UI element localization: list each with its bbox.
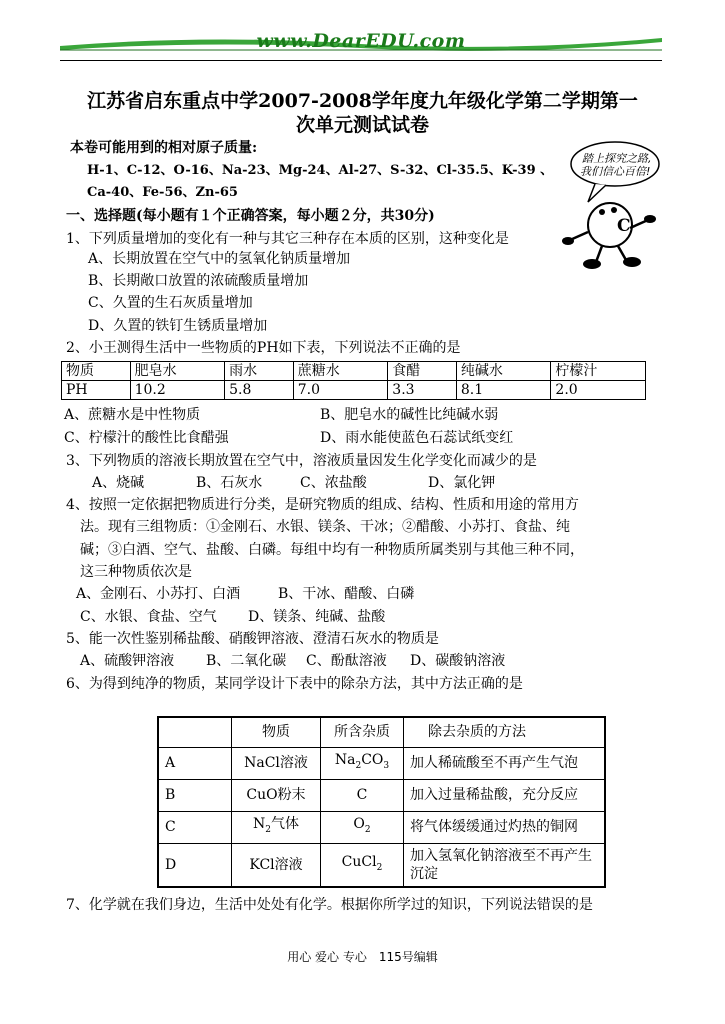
header-rule <box>60 60 662 61</box>
q3-option-c: C、浓盐酸 <box>300 475 367 491</box>
q2-option-d: D、雨水能使蓝色石蕊试纸变红 <box>320 430 514 446</box>
table-cell: 8.1 <box>456 381 551 400</box>
table-cell: 纯碱水 <box>456 362 551 381</box>
impurity-table <box>157 716 606 888</box>
q2-stem: 2、小王测得生活中一些物质的PH如下表，下列说法不正确的是 <box>66 340 461 356</box>
table-cell: $O_2$ <box>321 811 404 843</box>
table-cell: 蔗糖水 <box>293 362 388 381</box>
table-cell: 将气体缓缓通过灼热的铜网 <box>404 811 606 843</box>
q2-option-b: B、肥皂水的碱性比纯碱水弱 <box>320 407 499 423</box>
q3-option-d: D、氯化钾 <box>428 475 496 491</box>
mascot-speech-line2: 我们信心百倍! <box>580 165 651 178</box>
atomic-heading: 本卷可能用到的相对原子质量: <box>70 140 258 156</box>
page-title-line2: 次单元测试试卷 <box>295 114 429 136</box>
q2-option-c: C、柠檬汁的酸性比食醋强 <box>64 430 229 446</box>
q3-stem: 3、下列物质的溶液长期放置在空气中，溶液质量因发生化学变化而减少的是 <box>66 453 537 469</box>
q4-option-a: A、金刚石、小苏打、白酒 <box>76 586 241 602</box>
table-cell: 加入过量稀盐酸，充分反应 <box>404 779 606 811</box>
q1-option-d: D、久置的铁钉生锈质量增加 <box>88 318 268 334</box>
table-cell: 2.0 <box>551 381 646 400</box>
q4-option-c: C、水银、食盐、空气 <box>80 609 217 625</box>
q1-option-b: B、长期敞口放置的浓硫酸质量增加 <box>88 273 309 289</box>
table-cell: 食醋 <box>388 362 457 381</box>
table-row <box>158 779 605 811</box>
q3-option-b: B、石灰水 <box>196 475 263 491</box>
table-cell: 肥皂水 <box>130 362 225 381</box>
q5-option-a: A、硫酸钾溶液 <box>80 653 175 669</box>
q1-option-c: C、久置的生石灰质量增加 <box>88 295 253 311</box>
table-row <box>158 843 605 887</box>
table-cell: 5.8 <box>225 381 294 400</box>
q4-line4: 这三种物质依次是 <box>80 564 192 580</box>
mascot-speech-line1: 踏上探究之路, <box>582 152 652 165</box>
table-cell: CuCl$_2$ <box>321 843 404 887</box>
table-cell: $Na_2CO_3$ <box>321 747 404 779</box>
table-header-cell: 除去杂质的方法 <box>404 717 606 747</box>
table-cell: NaCl溶液 <box>232 747 321 779</box>
mascot-illustration <box>540 140 660 275</box>
q6-stem: 6、为得到纯净的物质，某同学设计下表中的除杂方法，其中方法正确的是 <box>66 676 523 692</box>
ph-table <box>61 361 646 400</box>
table-header-cell: 所含杂质 <box>321 717 404 747</box>
table-cell: 10.2 <box>130 381 225 400</box>
table-row <box>158 747 605 779</box>
table-cell: 3.3 <box>388 381 457 400</box>
table-cell: PH <box>62 381 131 400</box>
table-cell: $N_2$气体 <box>232 811 321 843</box>
table-cell: 加入氢氧化钠溶液至不再产生 沉淀 <box>404 843 606 887</box>
q2-option-a: A、蔗糖水是中性物质 <box>64 407 201 423</box>
q4-line3: 碱；③白酒、空气、盐酸、白磷。每组中均有一种物质所属类别与其他三种不同， <box>80 542 584 558</box>
table-header-cell <box>158 717 232 747</box>
q4-line2: 法。现有三组物质：①金刚石、水银、镁条、干冰；②醋酸、小苏打、食盐、纯 <box>80 519 570 535</box>
table-row <box>158 811 605 843</box>
table-cell: 7.0 <box>293 381 388 400</box>
site-banner <box>60 28 662 62</box>
q3-option-a: A、烧碱 <box>92 475 145 491</box>
table-cell: A <box>158 747 232 779</box>
page-footer: 用心 爱心 专心 115号编辑 <box>287 950 438 964</box>
q4-line1: 4、按照一定依据把物质进行分类，是研究物质的组成、结构、性质和用途的常用方 <box>66 497 579 513</box>
table-cell: 物质 <box>62 362 131 381</box>
table-row <box>62 381 646 400</box>
q1-option-a: A、长期放置在空气中的氢氧化钠质量增加 <box>88 251 351 267</box>
atomic-line1: H-1、C-12、O-16、Na-23、Mg-24、Al-27、S-32、Cl-35.5、K-39 、 <box>87 163 554 178</box>
table-cell: 加人稀硫酸至不再产生气泡 <box>404 747 606 779</box>
mascot-letter: C <box>617 216 631 236</box>
q4-option-d: D、镁条、纯碱、盐酸 <box>248 609 386 625</box>
table-cell: D <box>158 843 232 887</box>
table-cell: KCl溶液 <box>232 843 321 887</box>
table-cell: B <box>158 779 232 811</box>
section1-heading: 一、选择题(每小题有１个正确答案，每小题２分，共30分) <box>66 208 435 224</box>
table-cell: C <box>158 811 232 843</box>
q4-option-b: B、干冰、醋酸、白磷 <box>278 586 415 602</box>
table-cell: CuO粉末 <box>232 779 321 811</box>
table-cell: 雨水 <box>225 362 294 381</box>
table-header-cell: 物质 <box>232 717 321 747</box>
table-row <box>158 717 605 747</box>
q1-stem: 1、下列质量增加的变化有一种与其它三种存在本质的区别，这种变化是 <box>66 231 509 247</box>
table-cell: C <box>321 779 404 811</box>
table-cell: 柠檬汁 <box>551 362 646 381</box>
table-row <box>62 362 646 381</box>
site-name: www.DearEDU.com <box>256 30 466 52</box>
q5-option-d: D、碳酸钠溶液 <box>410 653 506 669</box>
q5-stem: 5、能一次性鉴别稀盐酸、硝酸钾溶液、澄清石灰水的物质是 <box>66 631 439 647</box>
q5-option-c: C、酚酞溶液 <box>306 653 387 669</box>
q7-stem: 7、化学就在我们身边，生活中处处有化学。根据你所学过的知识，下列说法错误的是 <box>66 897 593 913</box>
page-title-line1: 江苏省启东重点中学2007-2008学年度九年级化学第二学期第一 <box>87 90 638 112</box>
q5-option-b: B、二氧化碳 <box>206 653 287 669</box>
atomic-line2: Ca-40、Fe-56、Zn-65 <box>87 185 238 200</box>
